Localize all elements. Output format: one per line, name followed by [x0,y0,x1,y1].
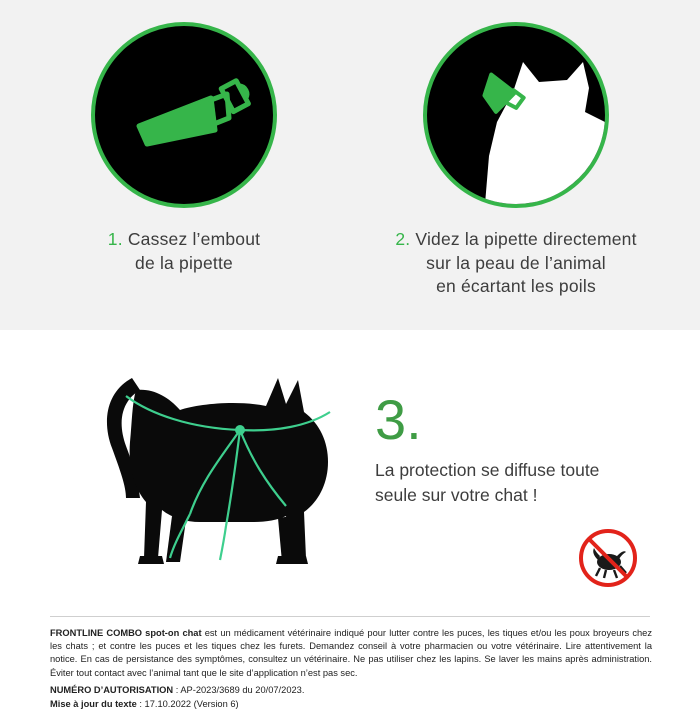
step-1-number: 1. [107,229,123,249]
legal-paragraph [50,627,652,680]
steps-row [0,22,700,299]
authorisation-label: NUMÉRO D’AUTORISATION [50,684,174,695]
legal-text [50,627,652,711]
step-3-line2: seule sur votre chat ! [375,484,538,505]
step-3-line1: La protection se diffuse toute [375,460,600,480]
step-1-line2: de la pipette [135,252,233,273]
authorisation-value: : AP-2023/3689 du 20/07/2023. [173,684,305,695]
step-2-line2: sur la peau de l’animal [426,252,606,273]
legal-divider [50,616,650,617]
step-2 [386,22,646,299]
step-1-line1: Cassez l’embout [127,229,261,249]
step-2-caption [395,228,636,299]
update-value: : 17.10.2022 (Version 6) [136,698,239,709]
step-3-caption [375,458,675,507]
step-2-number: 2. [395,229,411,249]
step-1-caption [108,228,260,275]
step-3-panel [0,330,700,610]
legal-body: est un médicament vétérinaire indiqué pour lutter contre les puces, les tiques et/ou les poux broyeurs chez les chats ; et contre les puces et les tiques chez les furets. Demandez conseil à votre pharmacien ou votre vétérinaire. Lire attentivement la notice. En cas de persistance des symptômes, consultez un vétérinaire. Ne pas utiliser chez les lapins. Se laver les mains après administration. Éviter tout contact avec l’animal tant que le site d’application n’est pas sec. [50,628,652,678]
pipette-on-cat-neck-icon [427,26,605,204]
step-2-line1: Videz la pipette directement [415,229,637,249]
no-flea-icon [576,526,640,590]
step-2-illustration [423,22,609,208]
steps-panel [0,0,700,330]
pipette-break-icon [95,26,273,204]
step-3-number: 3. [375,388,422,451]
authorisation-line [50,684,652,697]
step-1 [54,22,314,299]
product-name: FRONTLINE COMBO spot-on chat [50,628,202,638]
step-1-illustration [91,22,277,208]
step-2-line3: en écartant les poils [436,276,596,297]
update-label: Mise à jour du texte [50,698,137,709]
